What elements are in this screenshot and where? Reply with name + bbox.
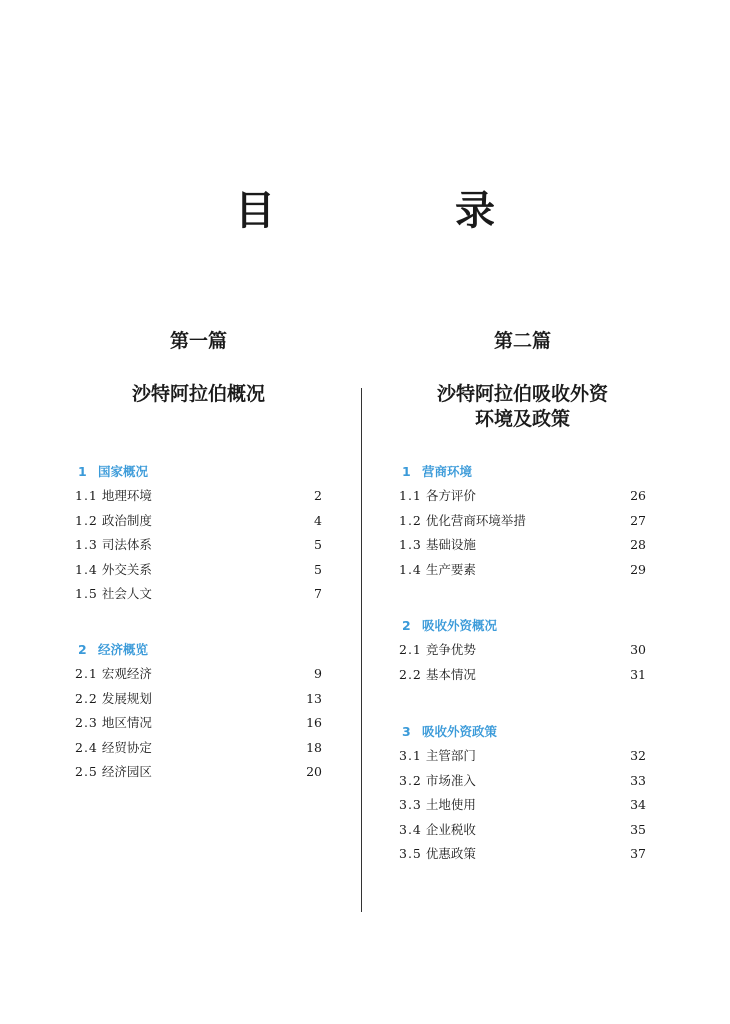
entry-title: 土地使用 xyxy=(425,797,476,812)
toc-section xyxy=(399,614,646,687)
entry-title: 生产要素 xyxy=(425,561,476,577)
section-heading-text: 营商环境 xyxy=(422,464,473,479)
entry-page-number: 18 xyxy=(306,739,322,755)
toc-entry[interactable] xyxy=(75,662,322,687)
entry-number: 2.1 xyxy=(399,642,422,657)
entry-page-number: 30 xyxy=(630,642,646,657)
entry-page-number: 32 xyxy=(630,748,646,763)
toc-entry[interactable] xyxy=(399,638,646,663)
entry-page-number: 27 xyxy=(630,512,646,528)
toc-section xyxy=(75,638,322,785)
entry-title: 地理环境 xyxy=(101,488,152,503)
entry-title: 司法体系 xyxy=(101,537,152,552)
section-number: 1 xyxy=(78,464,87,479)
toc-entry[interactable] xyxy=(399,842,646,867)
entry-page-number: 5 xyxy=(314,561,322,577)
toc-entry[interactable] xyxy=(399,663,646,688)
section-number: 2 xyxy=(402,618,411,633)
entry-number: 3.3 xyxy=(399,797,422,812)
section-heading[interactable] xyxy=(399,460,646,484)
section-heading-text: 国家概况 xyxy=(98,464,149,479)
entry-number: 2.5 xyxy=(75,764,98,779)
entry-title: 经济园区 xyxy=(101,764,152,779)
toc-section xyxy=(399,460,646,582)
entry-page-number: 34 xyxy=(630,797,646,812)
entry-title: 发展规划 xyxy=(101,690,152,706)
entry-number: 1.2 xyxy=(399,512,422,528)
entry-page-number: 37 xyxy=(630,846,646,861)
entry-title: 优惠政策 xyxy=(425,846,476,861)
entry-title: 宏观经济 xyxy=(101,666,152,681)
entry-page-number: 5 xyxy=(314,537,322,552)
toc-entry[interactable] xyxy=(75,509,322,534)
entry-page-number: 20 xyxy=(306,764,322,779)
entry-title: 地区情况 xyxy=(101,715,152,730)
section-heading[interactable] xyxy=(75,638,322,662)
section-heading-text: 吸收外资概况 xyxy=(422,618,498,633)
entry-number: 3.4 xyxy=(399,821,422,837)
part-one-column xyxy=(75,326,322,779)
entry-number: 2.2 xyxy=(399,666,422,682)
toc-section xyxy=(75,460,322,607)
entry-title: 市场准入 xyxy=(425,772,476,788)
section-heading[interactable] xyxy=(75,460,322,484)
entry-page-number: 33 xyxy=(630,772,646,788)
entry-page-number: 31 xyxy=(630,666,646,682)
section-number: 1 xyxy=(402,464,411,479)
entry-title: 竞争优势 xyxy=(425,642,476,657)
toc-entry[interactable] xyxy=(399,769,646,794)
entry-page-number: 9 xyxy=(314,666,322,681)
toc-entry[interactable] xyxy=(399,509,646,534)
entry-page-number: 7 xyxy=(314,586,322,601)
entry-page-number: 4 xyxy=(314,512,322,528)
entry-number: 3.5 xyxy=(399,846,422,861)
entry-title: 政治制度 xyxy=(101,512,152,528)
entry-title: 基础设施 xyxy=(425,537,476,552)
entry-number: 1.3 xyxy=(75,537,98,552)
entry-number: 1.5 xyxy=(75,586,98,601)
entry-page-number: 13 xyxy=(306,690,322,706)
entry-page-number: 28 xyxy=(630,537,646,552)
toc-entry[interactable] xyxy=(75,711,322,736)
entry-page-number: 35 xyxy=(630,821,646,837)
entry-number: 2.4 xyxy=(75,739,98,755)
entry-number: 1.1 xyxy=(399,488,422,503)
entry-title: 主管部门 xyxy=(425,748,476,763)
toc-entry[interactable] xyxy=(75,760,322,785)
toc-entry[interactable] xyxy=(399,558,646,583)
section-heading-text: 吸收外资政策 xyxy=(422,724,498,739)
toc-section xyxy=(399,720,646,867)
column-divider xyxy=(361,388,362,912)
entry-number: 1.1 xyxy=(75,488,98,503)
entry-number: 2.1 xyxy=(75,666,98,681)
entry-page-number: 16 xyxy=(306,715,322,730)
entry-title: 经贸协定 xyxy=(101,739,152,755)
toc-entry[interactable] xyxy=(75,484,322,509)
entry-number: 3.1 xyxy=(399,748,422,763)
part-label: 第二篇 xyxy=(493,330,551,352)
part-title xyxy=(75,382,322,407)
entry-page-number: 26 xyxy=(630,488,646,503)
section-number: 2 xyxy=(78,642,87,657)
toc-entry[interactable] xyxy=(75,582,322,607)
part-title-line: 环境及政策 xyxy=(474,408,570,430)
entry-number: 2.3 xyxy=(75,715,98,730)
toc-entry[interactable] xyxy=(75,558,322,583)
toc-entry[interactable] xyxy=(75,533,322,558)
section-heading[interactable] xyxy=(399,614,646,638)
entry-title: 优化营商环境举措 xyxy=(425,512,526,528)
entry-title: 各方评价 xyxy=(425,488,476,503)
entry-number: 2.2 xyxy=(75,690,98,706)
entry-number: 1.3 xyxy=(399,537,422,552)
entry-title: 外交关系 xyxy=(101,561,152,577)
entry-number: 1.4 xyxy=(75,561,98,577)
entry-page-number: 2 xyxy=(314,488,322,503)
part-title xyxy=(399,382,646,432)
toc-entry[interactable] xyxy=(399,484,646,509)
section-number: 3 xyxy=(402,724,411,739)
toc-entry[interactable] xyxy=(399,793,646,818)
entry-number: 3.2 xyxy=(399,772,422,788)
section-heading[interactable] xyxy=(399,720,646,744)
toc-entry[interactable] xyxy=(399,533,646,558)
page-title: 目 录 xyxy=(235,187,565,234)
toc-entry[interactable] xyxy=(75,736,322,761)
toc-entry[interactable] xyxy=(399,818,646,843)
part-title-line: 沙特阿拉伯概况 xyxy=(131,383,265,405)
entry-number: 1.4 xyxy=(399,561,422,577)
section-heading-text: 经济概览 xyxy=(98,642,149,657)
part-two-column xyxy=(399,326,646,861)
toc-entry[interactable] xyxy=(399,744,646,769)
entry-page-number: 29 xyxy=(630,561,646,577)
part-label: 第一篇 xyxy=(169,330,227,352)
entry-title: 基本情况 xyxy=(425,666,476,682)
entry-title: 社会人文 xyxy=(101,586,152,601)
toc-entry[interactable] xyxy=(75,687,322,712)
entry-number: 1.2 xyxy=(75,512,98,528)
entry-title: 企业税收 xyxy=(425,821,476,837)
part-title-line: 沙特阿拉伯吸收外资 xyxy=(436,383,608,405)
